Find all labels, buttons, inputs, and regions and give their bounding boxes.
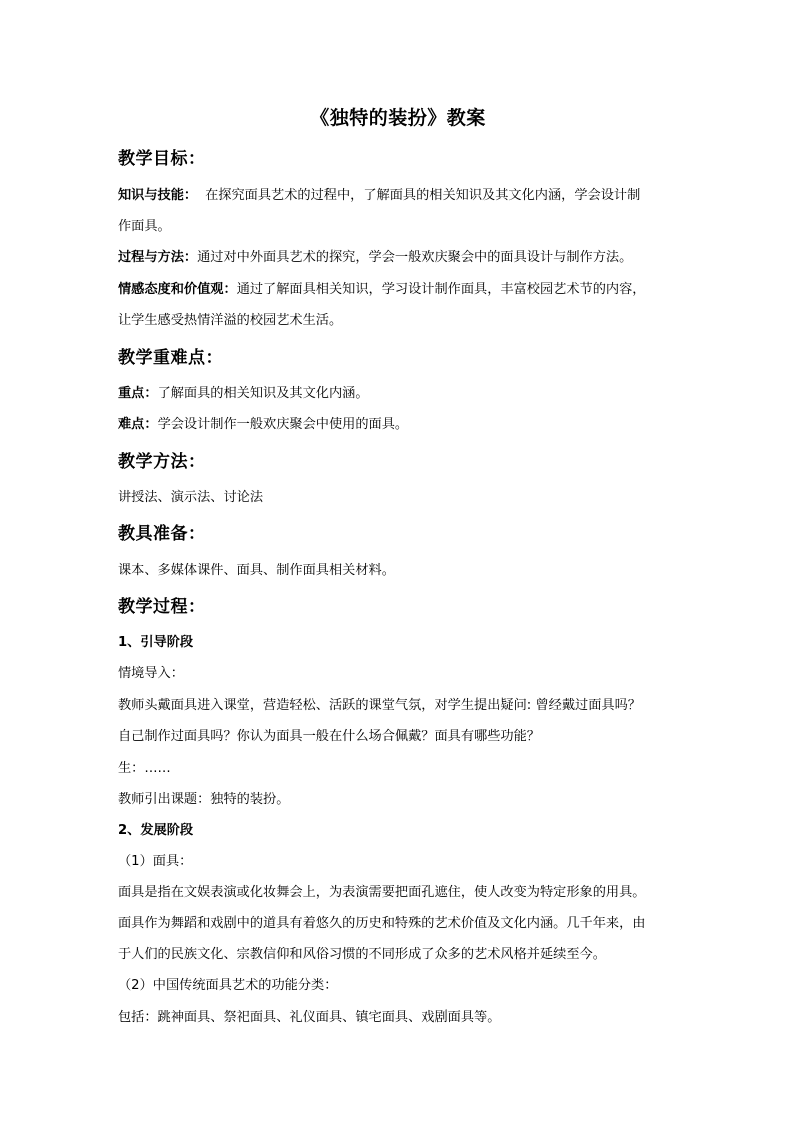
goal-knowledge-line1 [118, 180, 678, 211]
key-point-text: 了解面具的相关知识及其文化内涵。 [157, 386, 369, 401]
heading-teaching-goals: 教学目标： [118, 149, 206, 169]
heading-key-points: 教学重难点： [118, 348, 223, 368]
subsection-classification: （2）中国传统面具艺术的功能分类： [118, 978, 338, 993]
hard-point [118, 409, 678, 440]
heading-teaching-method: 教学方法： [118, 452, 206, 472]
goal-knowledge-label: 知识与技能： [118, 188, 198, 203]
mask-categories: 包括：跳神面具、祭祀面具、礼仪面具、镇宅面具、戏剧面具等。 [118, 1010, 501, 1025]
mask-line2: 面具作为舞蹈和戏剧中的道具有着悠久的历史和特殊的艺术价值及文化内涵。几千年来，由 [118, 916, 646, 931]
intro-line1: 教师头戴面具进入课堂，营造轻松、活跃的课堂气氛，对学生提出疑问: 曾经戴过面具吗？ [118, 698, 641, 713]
topic-introduction: 教师引出课题：独特的装扮。 [118, 792, 290, 807]
teaching-tools-text: 课本、多媒体课件、面具、制作面具相关材料。 [118, 563, 395, 578]
subsection-mask: （1）面具： [118, 854, 193, 869]
goal-process-text: 通过对中外面具艺术的探究，学会一般欢庆聚会中的面具设计与制作方法。 [197, 250, 633, 265]
hard-point-text: 学会设计制作一般欢庆聚会中使用的面具。 [157, 417, 409, 432]
goal-emotion-label: 情感态度和价值观： [118, 282, 237, 297]
student-response: 生：…… [118, 761, 171, 776]
goal-process [118, 242, 678, 273]
goal-knowledge-line2: 作面具。 [118, 219, 171, 234]
mask-line1: 面具是指在文娱表演或化妆舞会上，为表演需要把面孔遮住，使人改变为特定形象的用具。 [118, 885, 646, 900]
document-title: 《独特的装扮》教案 [310, 107, 486, 129]
stage-2-heading: 2、发展阶段 [118, 823, 194, 838]
goal-emotion-line2: 让学生感受热情洋溢的校园艺术生活。 [118, 313, 343, 328]
heading-teaching-process: 教学过程： [118, 597, 206, 617]
key-point-label: 重点： [118, 386, 158, 401]
intro-label: 情境导入： [118, 666, 184, 681]
intro-line2: 自己制作过面具吗？你认为面具一般在什么场合佩戴？面具有哪些功能？ [118, 729, 540, 744]
goal-emotion-line1 [118, 274, 678, 305]
mask-line3: 于人们的民族文化、宗教信仰和风俗习惯的不同形成了众多的艺术风格并延续至今。 [118, 947, 606, 962]
key-point [118, 378, 678, 409]
heading-teaching-tools: 教具准备： [118, 524, 206, 544]
teaching-method-text: 讲授法、演示法、讨论法 [118, 490, 264, 505]
stage-1-heading: 1、引导阶段 [118, 635, 194, 650]
hard-point-label: 难点： [118, 417, 158, 432]
goal-emotion-text: 通过了解面具相关知识，学习设计制作面具，丰富校园艺术节的内容， [236, 282, 646, 297]
goal-knowledge-text: 在探究面具艺术的过程中，了解面具的相关知识及其文化内涵，学会设计制 [205, 188, 641, 203]
goal-process-label: 过程与方法： [118, 250, 198, 265]
